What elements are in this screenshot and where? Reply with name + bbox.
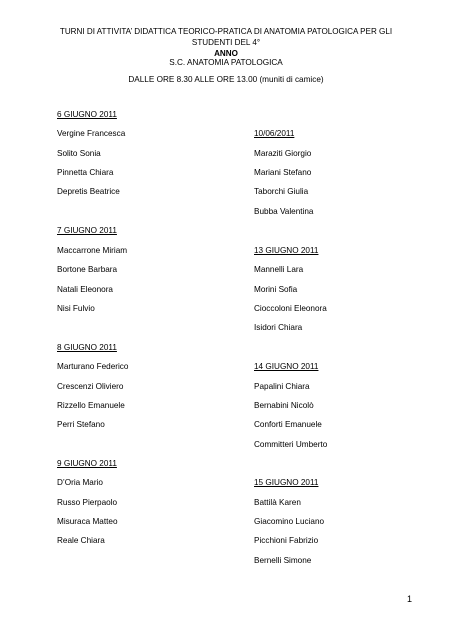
student-name: Morini Sofia xyxy=(254,285,298,294)
student-name: Pinnetta Chiara xyxy=(57,168,114,177)
student-name: Papalini Chiara xyxy=(254,382,310,391)
student-name: Conforti Emanuele xyxy=(254,420,322,429)
page-number: 1 xyxy=(407,594,413,604)
document-title xyxy=(40,26,412,59)
student-name: Reale Chiara xyxy=(57,536,105,545)
date-heading: 10/06/2011 xyxy=(254,129,295,138)
title-line-2: ANNO xyxy=(214,49,238,58)
student-name: Crescenzi Oliviero xyxy=(57,382,124,391)
student-name: Russo Pierpaolo xyxy=(57,498,118,507)
student-name: Bernabini Nicolò xyxy=(254,401,314,410)
student-name: Bernelli Simone xyxy=(254,556,312,565)
student-name: Natali Eleonora xyxy=(57,285,113,294)
student-name: Committeri Umberto xyxy=(254,440,328,449)
student-name: Depretis Beatrice xyxy=(57,187,120,196)
student-name: Mannelli Lara xyxy=(254,265,304,274)
date-heading: 9 GIUGNO 2011 xyxy=(57,459,117,468)
student-name: Picchioni Fabrizio xyxy=(254,536,319,545)
student-name: Bubba Valentina xyxy=(254,207,314,216)
student-name: Cioccoloni Eleonora xyxy=(254,304,327,313)
date-heading: 8 GIUGNO 2011 xyxy=(57,343,117,352)
student-name: Vergine Francesca xyxy=(57,129,126,138)
student-name: Perri Stefano xyxy=(57,420,105,429)
schedule-hours: DALLE ORE 8.30 ALLE ORE 13.00 (muniti di camice) xyxy=(128,75,324,84)
student-name: Marturano Federico xyxy=(57,362,129,371)
department-name: S.C. ANATOMIA PATOLOGICA xyxy=(169,58,283,67)
student-name: D’Oria Mario xyxy=(57,478,103,487)
date-heading: 7 GIUGNO 2011 xyxy=(57,226,117,235)
date-heading: 15 GIUGNO 2011 xyxy=(254,478,319,487)
student-name: Bortone Barbara xyxy=(57,265,118,274)
date-heading: 6 GIUGNO 2011 xyxy=(57,110,117,119)
student-name: Misuraca Matteo xyxy=(57,517,118,526)
student-name: Isidori Chiara xyxy=(254,323,303,332)
student-name: Giacomino Luciano xyxy=(254,517,325,526)
title-line-1: TURNI DI ATTIVITA’ DIDATTICA TEORICO-PRATICA DI ANATOMIA PATOLOGICA PER GLI STUDENTI DEL 4° xyxy=(59,27,393,47)
date-heading: 13 GIUGNO 2011 xyxy=(254,246,319,255)
student-name: Battilà Karen xyxy=(254,498,301,507)
student-name: Maccarrone Miriam xyxy=(57,246,128,255)
student-name: Nisi Fulvio xyxy=(57,304,95,313)
student-name: Mariani Stefano xyxy=(254,168,312,177)
student-name: Maraziti Giorgio xyxy=(254,149,312,158)
date-heading: 14 GIUGNO 2011 xyxy=(254,362,319,371)
student-name: Solito Sonia xyxy=(57,149,101,158)
student-name: Taborchi Giulia xyxy=(254,187,309,196)
student-name: Rizzello Emanuele xyxy=(57,401,125,410)
